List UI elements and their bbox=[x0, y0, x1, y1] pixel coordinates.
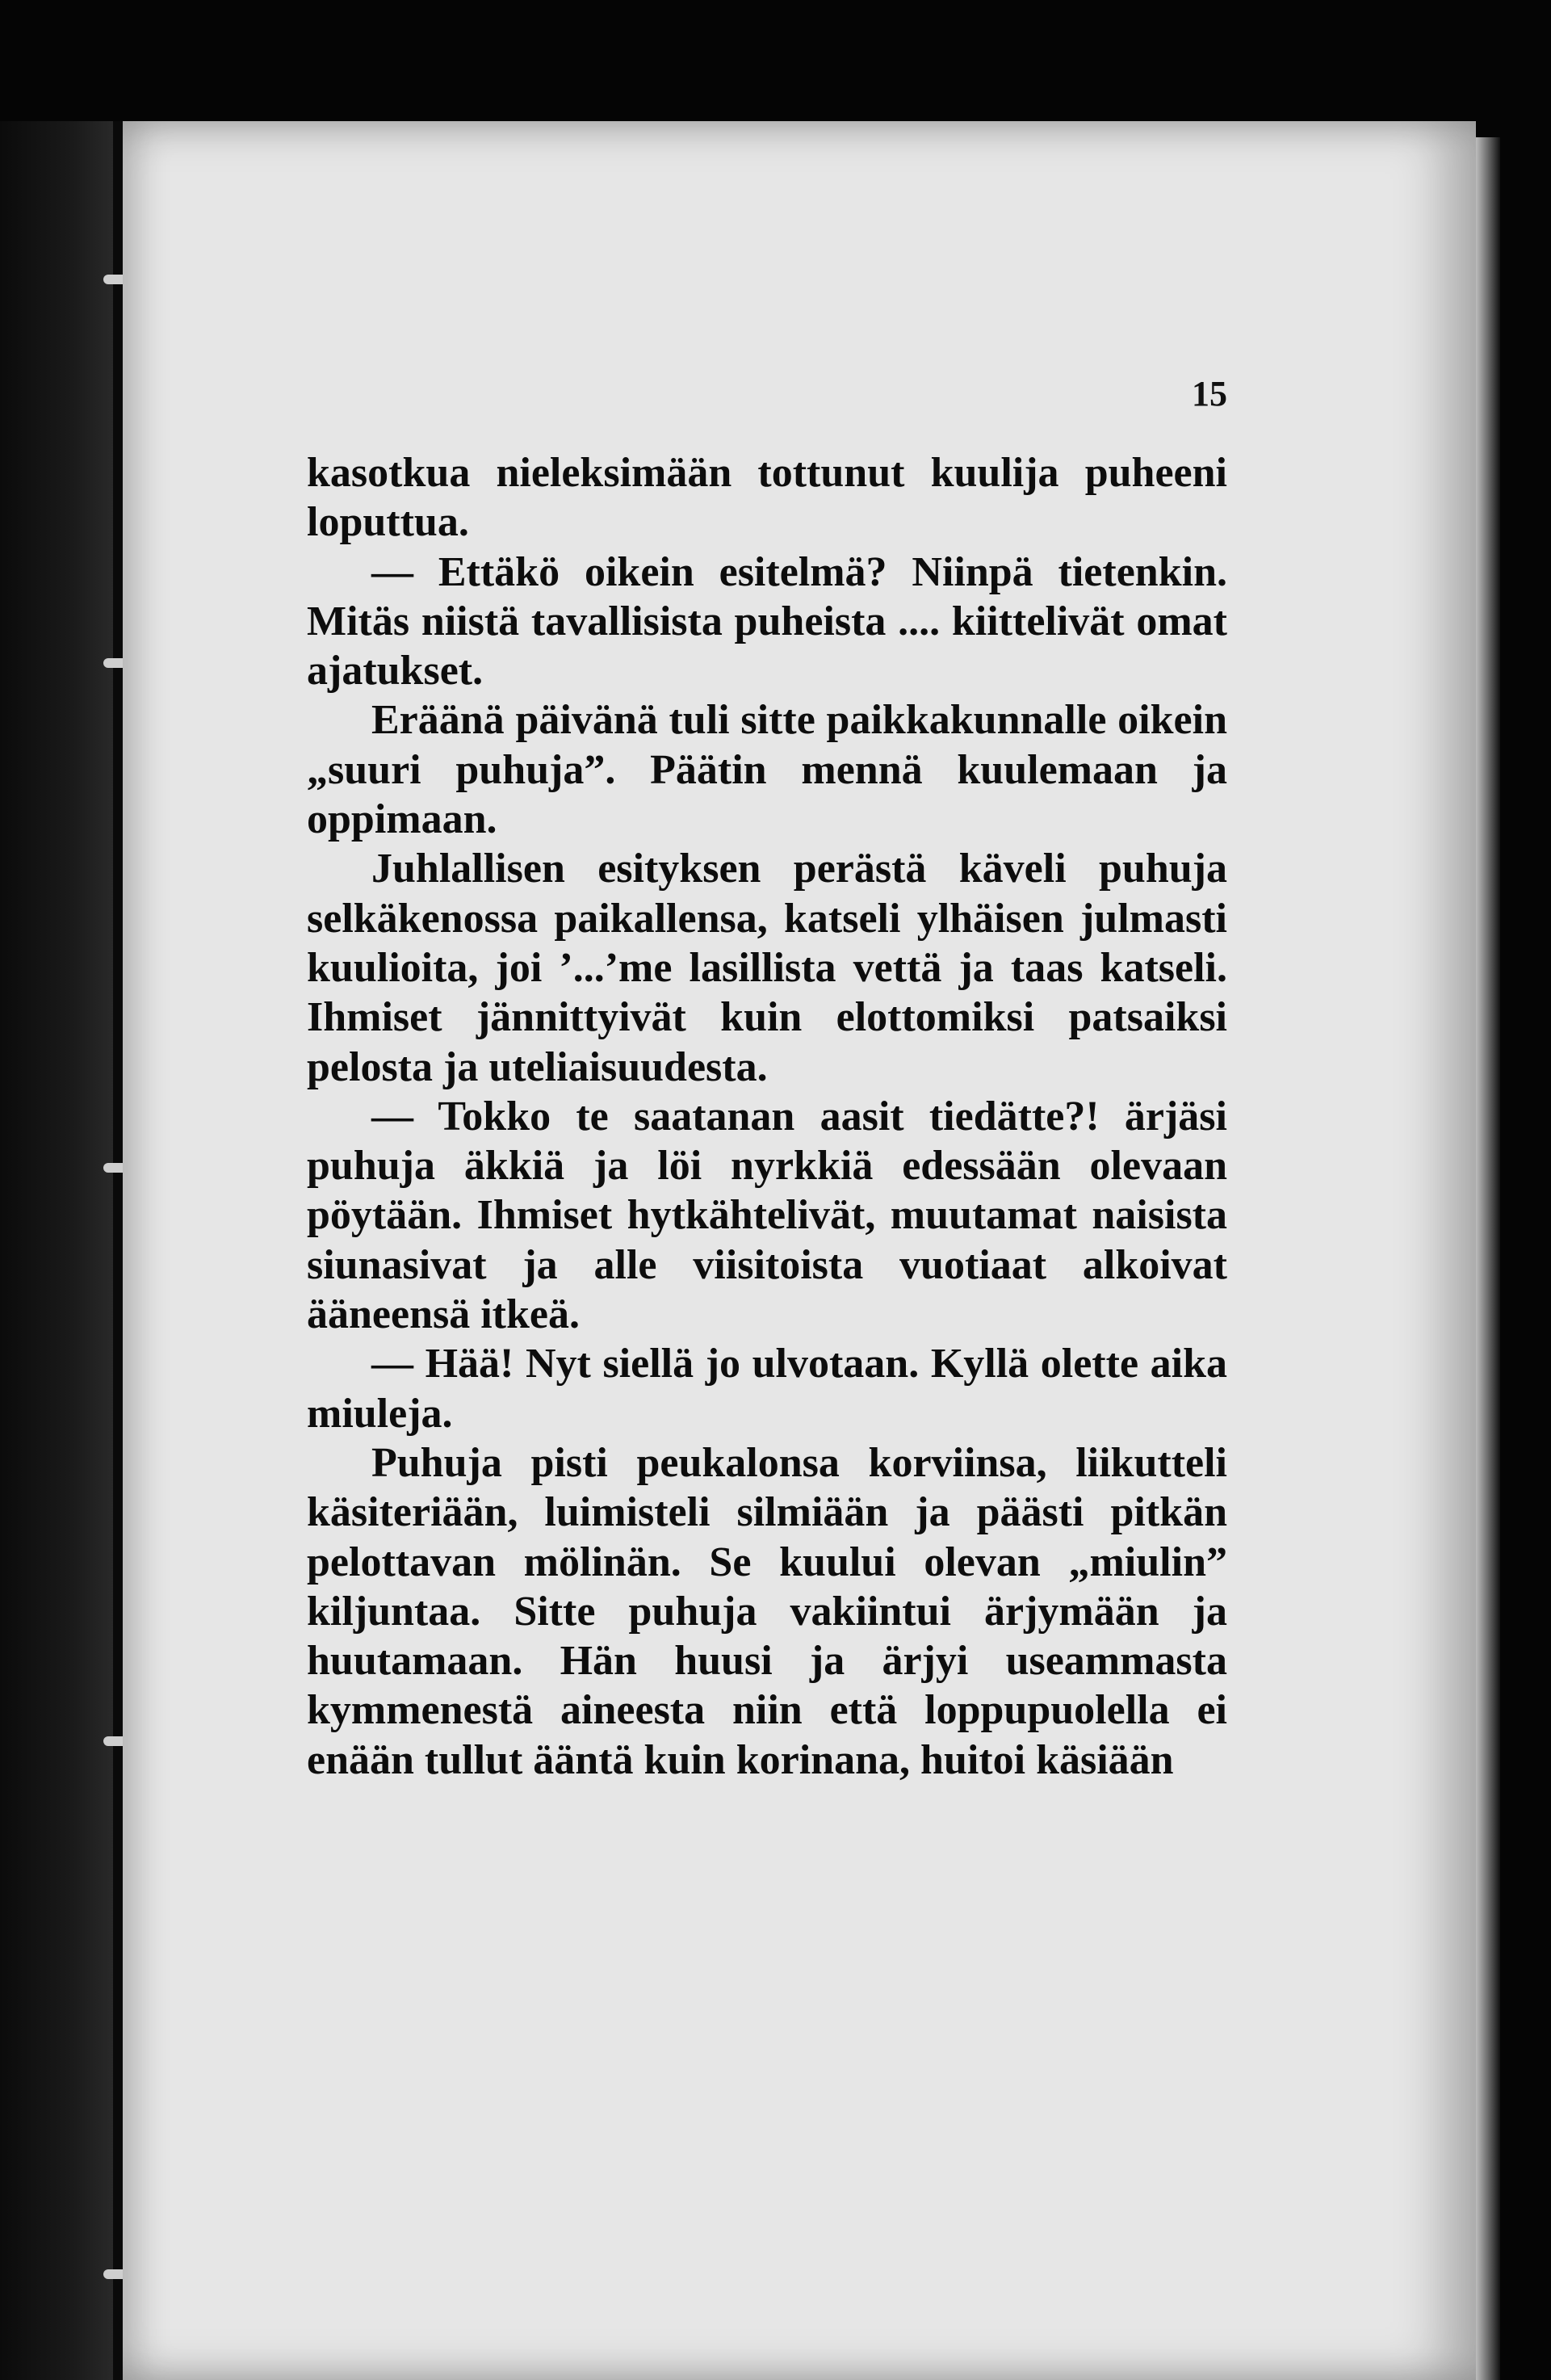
paragraph: Juhlallisen esityksen perästä käveli puhuja selkäkenossa paikallensa, katseli ylhäisen julmasti kuulioita, joi ’...’me lasillista vettä ja taas katseli. Ihmiset jännittyivät kuin elottomiksi patsaiksi pelosta ja uteliaisuudesta. bbox=[307, 846, 1227, 1090]
paragraph: kasotkua nieleksimään tottunut kuulija puheeni loputtua. bbox=[307, 450, 1227, 546]
book-binding bbox=[113, 121, 123, 2380]
paragraph: — Tokko te saatanan aasit tiedätte?! ärjäsi puhuja äkkiä ja löi nyrkkiä edessään olevaan pöytään. Ihmiset hytkähtelivät, muutamat naisista siunasivat ja alle viisitoista vuotiaat alkoivat ääneensä itkeä. bbox=[307, 1093, 1227, 1338]
paragraph: Puhuja pisti peukalonsa korviinsa, liikutteli käsiteriään, luimisteli silmiään ja päästi pitkän pelottavan mölinän. Se kuului olevan „miulin” kiljuntaa. Sitte puhuja vakiintui ärjymään ja huutamaan. Hän huusi ja ärjyi useammasta kymmenestä aineesta niin että loppupuolella ei enään tullut ääntä kuin korinana, huitoi käsiään bbox=[307, 1439, 1227, 1783]
paragraph: Eräänä päivänä tuli sitte paikkakunnalle oikein „suuri puhuja”. Päätin mennä kuulemaan ja oppimaan. bbox=[307, 697, 1227, 843]
facing-page-edge bbox=[0, 121, 121, 2380]
page-edge-shadow bbox=[1476, 137, 1500, 2380]
paragraph: — Hää! Nyt siellä jo ulvotaan. Kyllä olette aika miuleja. bbox=[307, 1341, 1227, 1437]
body-text bbox=[307, 448, 1227, 1785]
page-number: 15 bbox=[1192, 374, 1227, 413]
paragraph: — Ettäkö oikein esitelmä? Niinpä tietenkin. Mitäs niistä tavallisista puheista .... kiittelivät omat ajatukset. bbox=[307, 548, 1227, 695]
